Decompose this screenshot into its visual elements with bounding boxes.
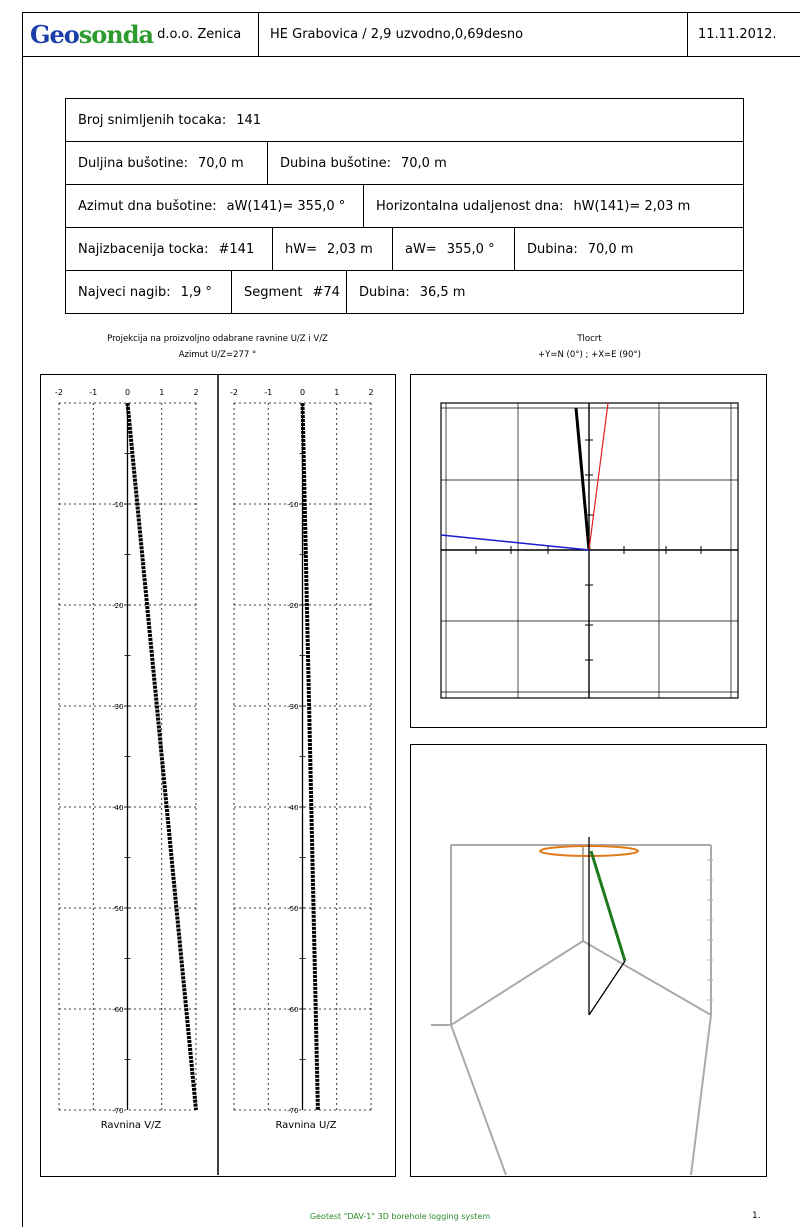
info-row <box>66 99 743 142</box>
info-cell <box>364 185 743 227</box>
x-tick-label: -1 <box>89 388 98 397</box>
info-value: 141 <box>236 112 262 128</box>
y-tick-label: -40 <box>287 804 299 812</box>
3d-view-panel <box>410 744 767 1177</box>
y-tick-label: -10 <box>112 501 124 509</box>
info-cell <box>232 271 347 313</box>
info-label: Dubina: <box>527 241 578 257</box>
page-frame-left <box>22 12 23 1227</box>
x-tick-label: -1 <box>264 388 273 397</box>
info-row <box>66 185 743 228</box>
x-tick-label: 2 <box>193 388 199 397</box>
info-row <box>66 271 743 314</box>
info-cell <box>66 271 232 313</box>
info-label: Najizbacenija tocka: <box>78 241 209 257</box>
page-number: 1. <box>752 1211 761 1221</box>
info-label: Najveci nagib: <box>78 284 171 300</box>
company-logo <box>22 12 266 56</box>
x-tick-label: 0 <box>299 388 306 397</box>
page-header <box>22 12 800 57</box>
report-date: 11.11.2012. <box>698 26 777 42</box>
x-tick-label: 2 <box>368 388 374 397</box>
x-tick-label: 0 <box>124 388 131 397</box>
header-divider <box>258 12 259 56</box>
y-tick-label: -70 <box>112 1107 124 1115</box>
info-value: 36,5 m <box>419 284 466 300</box>
logo-sonda: sonda <box>78 19 154 49</box>
info-label: Segment <box>244 284 303 300</box>
y-tick-label: -60 <box>287 1006 299 1014</box>
y-tick-label: -20 <box>112 602 124 610</box>
projection-title: Projekcija na proizvoljno odabrane ravnine U/Z i V/Z <box>107 334 328 344</box>
info-cell <box>268 142 743 184</box>
info-value: 70,0 m <box>587 241 634 257</box>
info-label: aW= <box>405 241 437 257</box>
info-label: Duljina bušotine: <box>78 155 188 171</box>
3d-projection-line <box>589 961 625 1015</box>
info-cell <box>66 185 364 227</box>
3d-borehole-trace <box>591 851 625 961</box>
plane-uz-label: Ravnina U/Z <box>275 1120 337 1131</box>
info-value: 70,0 m <box>401 155 447 171</box>
plan-view-chart <box>411 375 765 726</box>
y-tick-label: -70 <box>287 1107 299 1115</box>
info-cell <box>66 228 273 270</box>
info-label: Horizontalna udaljenost dna: <box>376 198 564 214</box>
y-tick-label: -50 <box>287 905 299 913</box>
y-tick-label: -40 <box>112 804 124 812</box>
projection-charts <box>41 375 394 1175</box>
plane-vz-label: Ravnina V/Z <box>100 1120 162 1131</box>
info-label: Azimut dna bušotine: <box>78 198 217 214</box>
y-tick-label: -30 <box>112 703 124 711</box>
info-label: hW= <box>285 241 317 257</box>
info-cell <box>66 142 268 184</box>
logo-suffix: d.o.o. Zenica <box>157 26 242 42</box>
plan-title: Tlocrt <box>577 334 602 344</box>
project-title: HE Grabovica / 2,9 uzvodno,0,69desno <box>270 26 524 42</box>
plan-north-ref-line <box>589 403 608 550</box>
x-tick-label: -2 <box>55 388 63 397</box>
info-row <box>66 228 743 271</box>
y-tick-label: -50 <box>112 905 124 913</box>
3d-cube-frame <box>431 845 711 1175</box>
y-tick-label: -20 <box>287 602 299 610</box>
info-cell <box>347 271 743 313</box>
plan-axes-legend: +Y=N (0°) ; +X=E (90°) <box>538 350 641 360</box>
info-value: 2,03 m <box>327 241 373 257</box>
x-tick-label: 1 <box>159 388 165 397</box>
projection-panel <box>40 374 396 1177</box>
info-label: Broj snimljenih tocaka: <box>78 112 227 128</box>
plan-borehole-trace <box>576 408 589 550</box>
info-cell <box>273 228 393 270</box>
y-tick-label: -30 <box>287 703 299 711</box>
info-value: 355,0 ° <box>446 241 495 257</box>
info-value: hW(141)= 2,03 m <box>573 198 691 214</box>
info-value: 1,9 ° <box>180 284 212 300</box>
plan-view-panel <box>410 374 767 728</box>
info-value: 70,0 m <box>197 155 244 171</box>
info-cell <box>515 228 743 270</box>
x-tick-label: 1 <box>334 388 340 397</box>
y-tick-label: -10 <box>287 501 299 509</box>
info-value: #74 <box>312 284 340 300</box>
logo-geo: Geo <box>30 19 79 49</box>
plan-azimuth-line <box>441 535 589 550</box>
borehole-info-table <box>65 98 744 314</box>
info-label: Dubina: <box>359 284 410 300</box>
info-cell <box>393 228 515 270</box>
projection-azimuth: Azimut U/Z=277 ° <box>178 350 257 360</box>
header-divider <box>687 12 688 56</box>
info-label: Dubina bušotine: <box>280 155 391 171</box>
footer-system: Geotest "DAV-1" 3D borehole logging system <box>309 1212 491 1221</box>
3d-borehole-view <box>411 745 765 1175</box>
info-value: aW(141)= 355,0 ° <box>226 198 346 214</box>
x-tick-label: -2 <box>230 388 238 397</box>
info-value: #141 <box>218 241 255 257</box>
info-row <box>66 142 743 185</box>
info-cell <box>66 99 743 141</box>
y-tick-label: -60 <box>112 1006 124 1014</box>
